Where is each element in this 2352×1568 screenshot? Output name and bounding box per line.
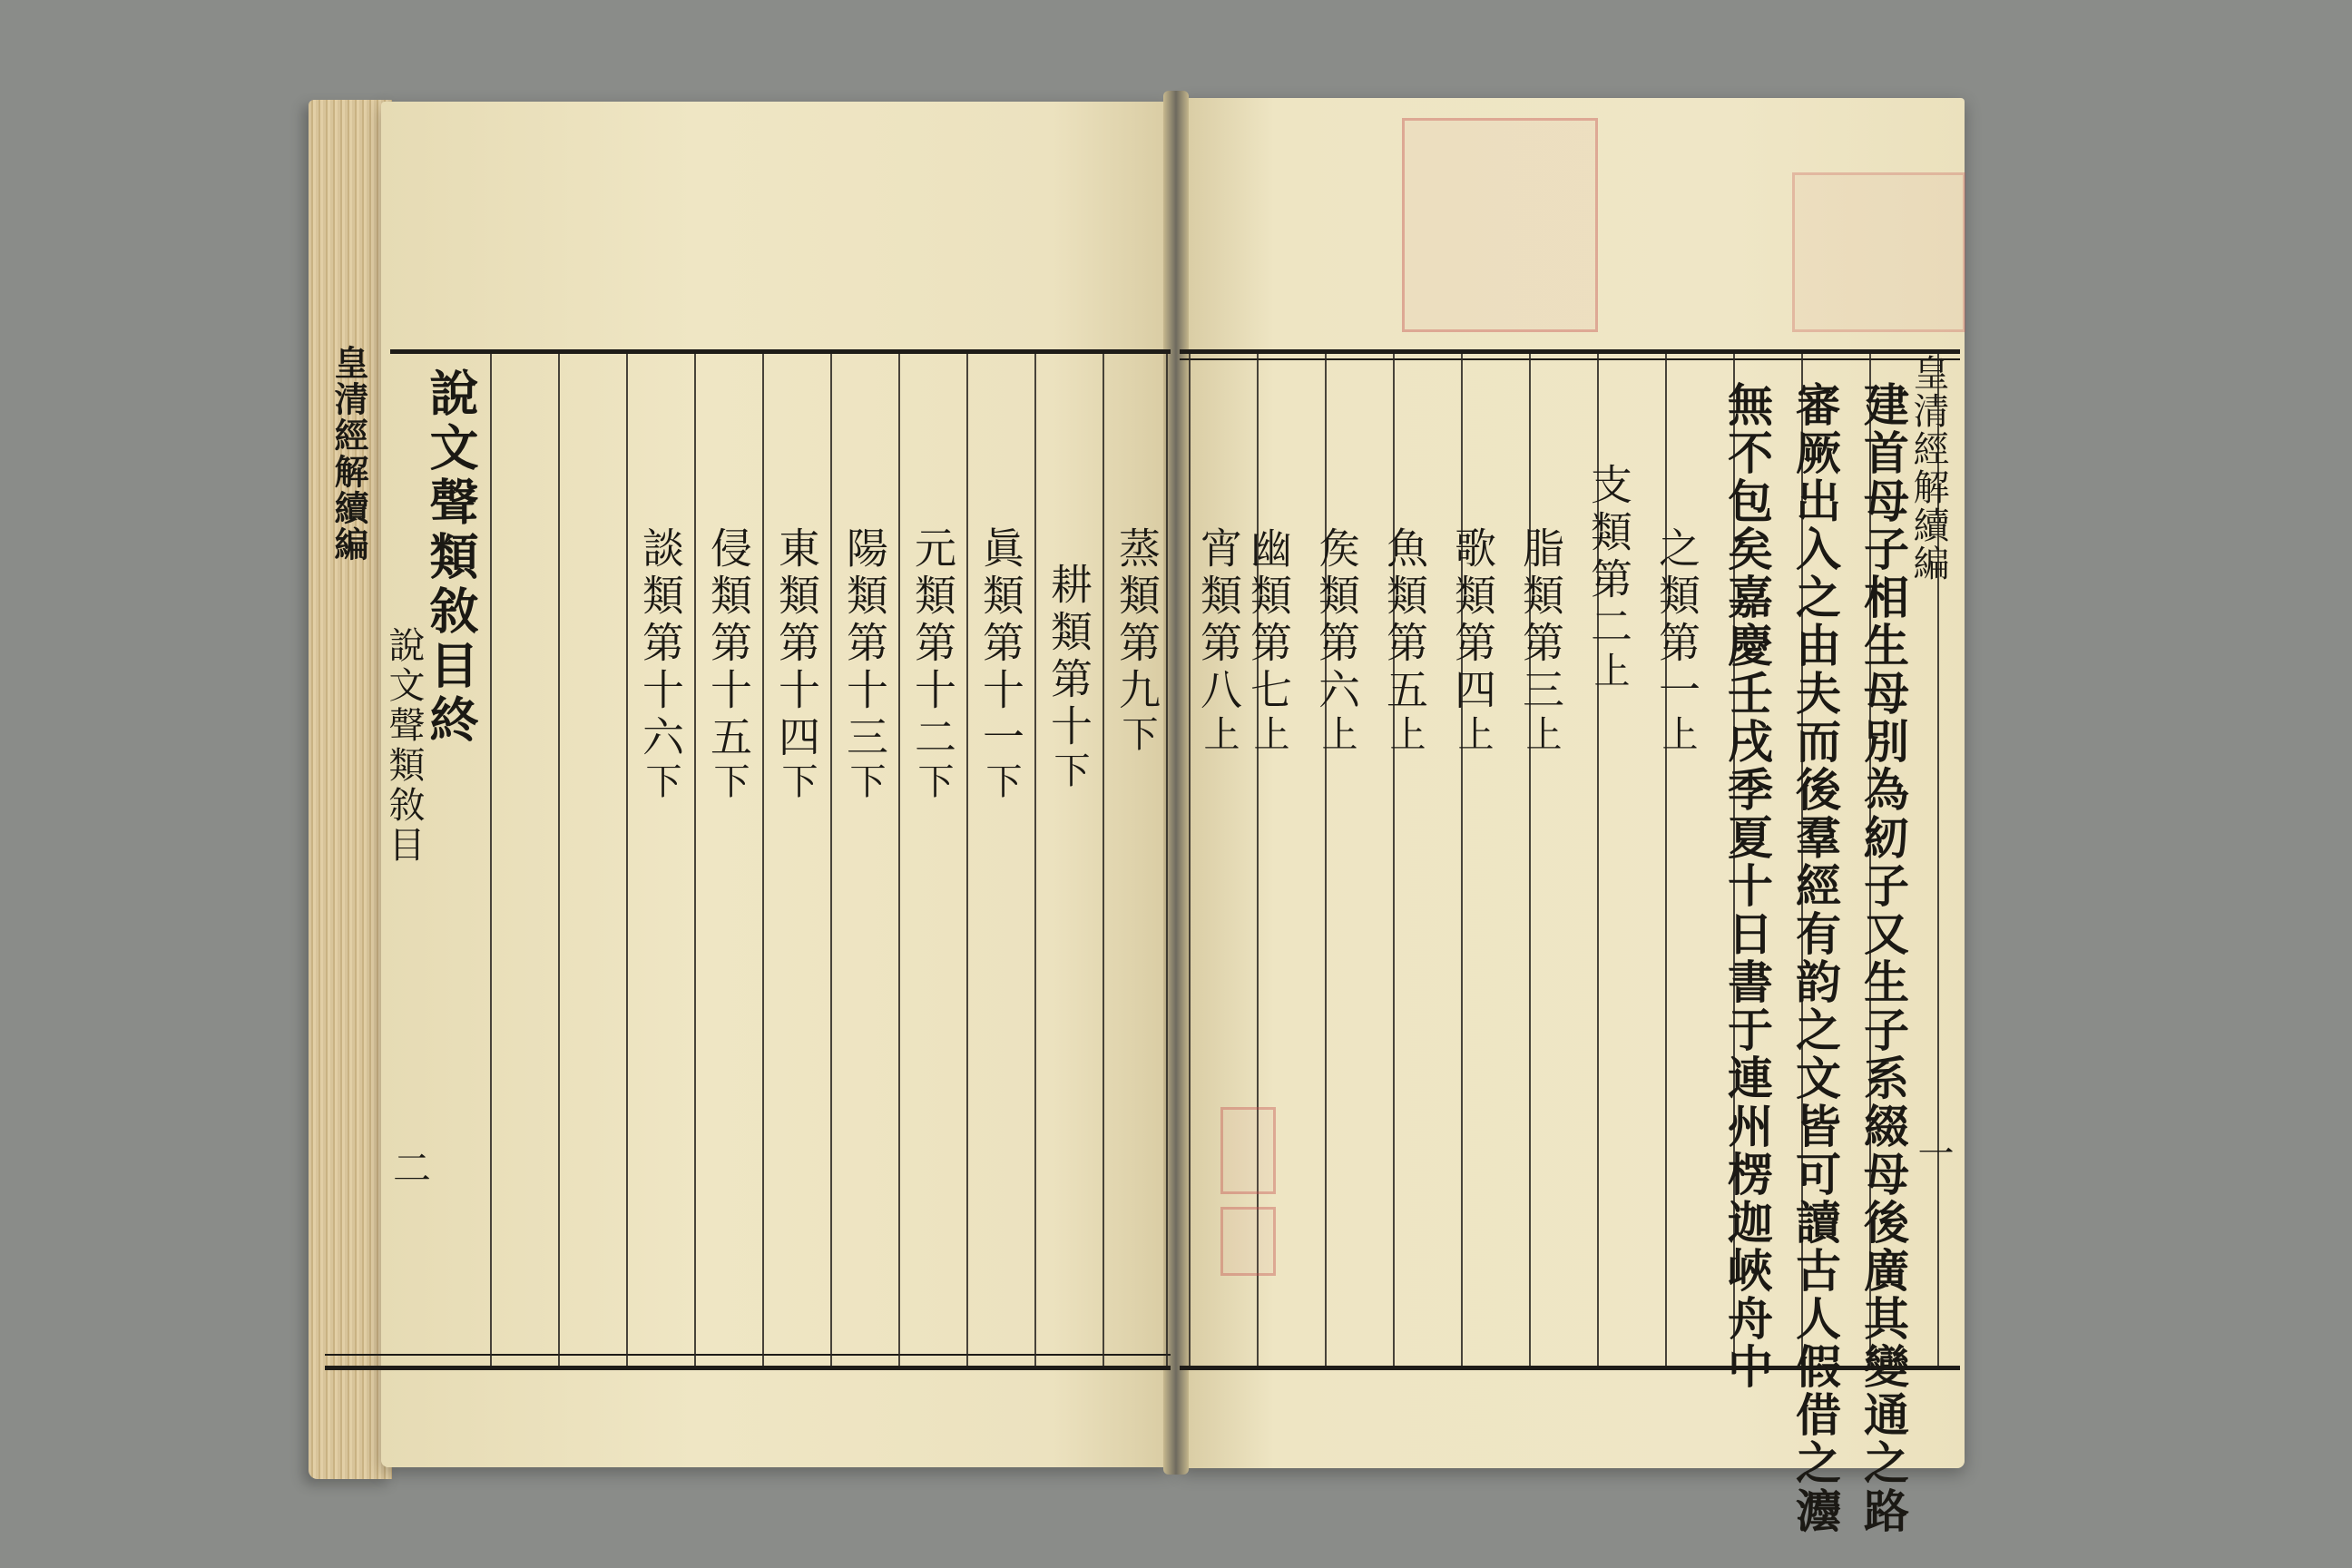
toc-entry: 幽類第七上	[1244, 526, 1293, 757]
toc-entry: 陽類第十三下	[840, 526, 889, 804]
column-rule	[1166, 354, 1168, 1366]
column-rule	[762, 354, 764, 1366]
toc-entry: 元類第十二下	[908, 526, 957, 804]
seal-stamp	[1792, 172, 1965, 332]
toc-entry: 蒸類第九下	[1112, 526, 1161, 757]
margin-label: 說文聲類敘目	[383, 626, 425, 866]
toc-entry: 之類第一上	[1652, 526, 1701, 757]
right-frame-top	[1180, 349, 1960, 354]
right-frame-top-inner	[1180, 358, 1960, 360]
left-frame-bottom	[325, 1366, 1171, 1370]
section-end-title: 說文聲類敘目終	[422, 368, 480, 749]
preface-line: 無不包矣嘉慶壬戌季夏十日書于連州楞迦峽舟中	[1720, 381, 1774, 1391]
preface-line: 建首母子相生母別為紉子又生子系綴母後廣其變通之路	[1857, 381, 1910, 1535]
column-rule	[1393, 354, 1395, 1366]
toc-entry: 東類第十四下	[772, 526, 821, 804]
right-frame-bottom	[1180, 1366, 1960, 1370]
left-frame-bottom-inner	[325, 1354, 1171, 1356]
seal-stamp	[1220, 1107, 1276, 1194]
column-rule	[1529, 354, 1531, 1366]
toc-entry: 矦類第六上	[1312, 526, 1361, 757]
margin-series-title: 皇清經解續編	[328, 345, 369, 563]
toc-entry: 眞類第十一下	[976, 526, 1025, 804]
toc-entry: 歌類第四上	[1448, 526, 1497, 757]
toc-entry: 脂類第三上	[1516, 526, 1565, 757]
column-rule	[1461, 354, 1463, 1366]
column-rule	[1102, 354, 1104, 1366]
column-rule	[558, 354, 560, 1366]
column-rule	[966, 354, 968, 1366]
column-rule	[1034, 354, 1036, 1366]
toc-entry: 侵類第十五下	[704, 526, 753, 804]
folio-number: 二	[387, 1148, 432, 1191]
toc-entry: 支類第二上	[1584, 463, 1633, 693]
column-rule	[694, 354, 696, 1366]
column-rule	[898, 354, 900, 1366]
preface-line: 審厥出入之由夫而後羣經有韵之文皆可讀古人假借之灋	[1788, 381, 1842, 1535]
column-rule	[490, 354, 492, 1366]
toc-entry: 耕類第十下	[1044, 563, 1093, 793]
column-rule	[626, 354, 628, 1366]
column-rule	[830, 354, 832, 1366]
margin-series-title: 皇清經解續編	[1907, 354, 1949, 583]
toc-entry: 宵類第八上	[1194, 526, 1243, 757]
left-frame-top	[390, 349, 1171, 354]
toc-entry: 魚類第五上	[1380, 526, 1429, 757]
seal-stamp	[1220, 1207, 1276, 1276]
column-rule	[1325, 354, 1327, 1366]
column-rule	[1189, 354, 1191, 1366]
column-rule	[1665, 354, 1667, 1366]
seal-stamp	[1402, 118, 1598, 332]
page-block-edge	[309, 100, 392, 1479]
toc-entry: 談類第十六下	[636, 526, 685, 804]
folio-number: 一	[1912, 1134, 1954, 1176]
